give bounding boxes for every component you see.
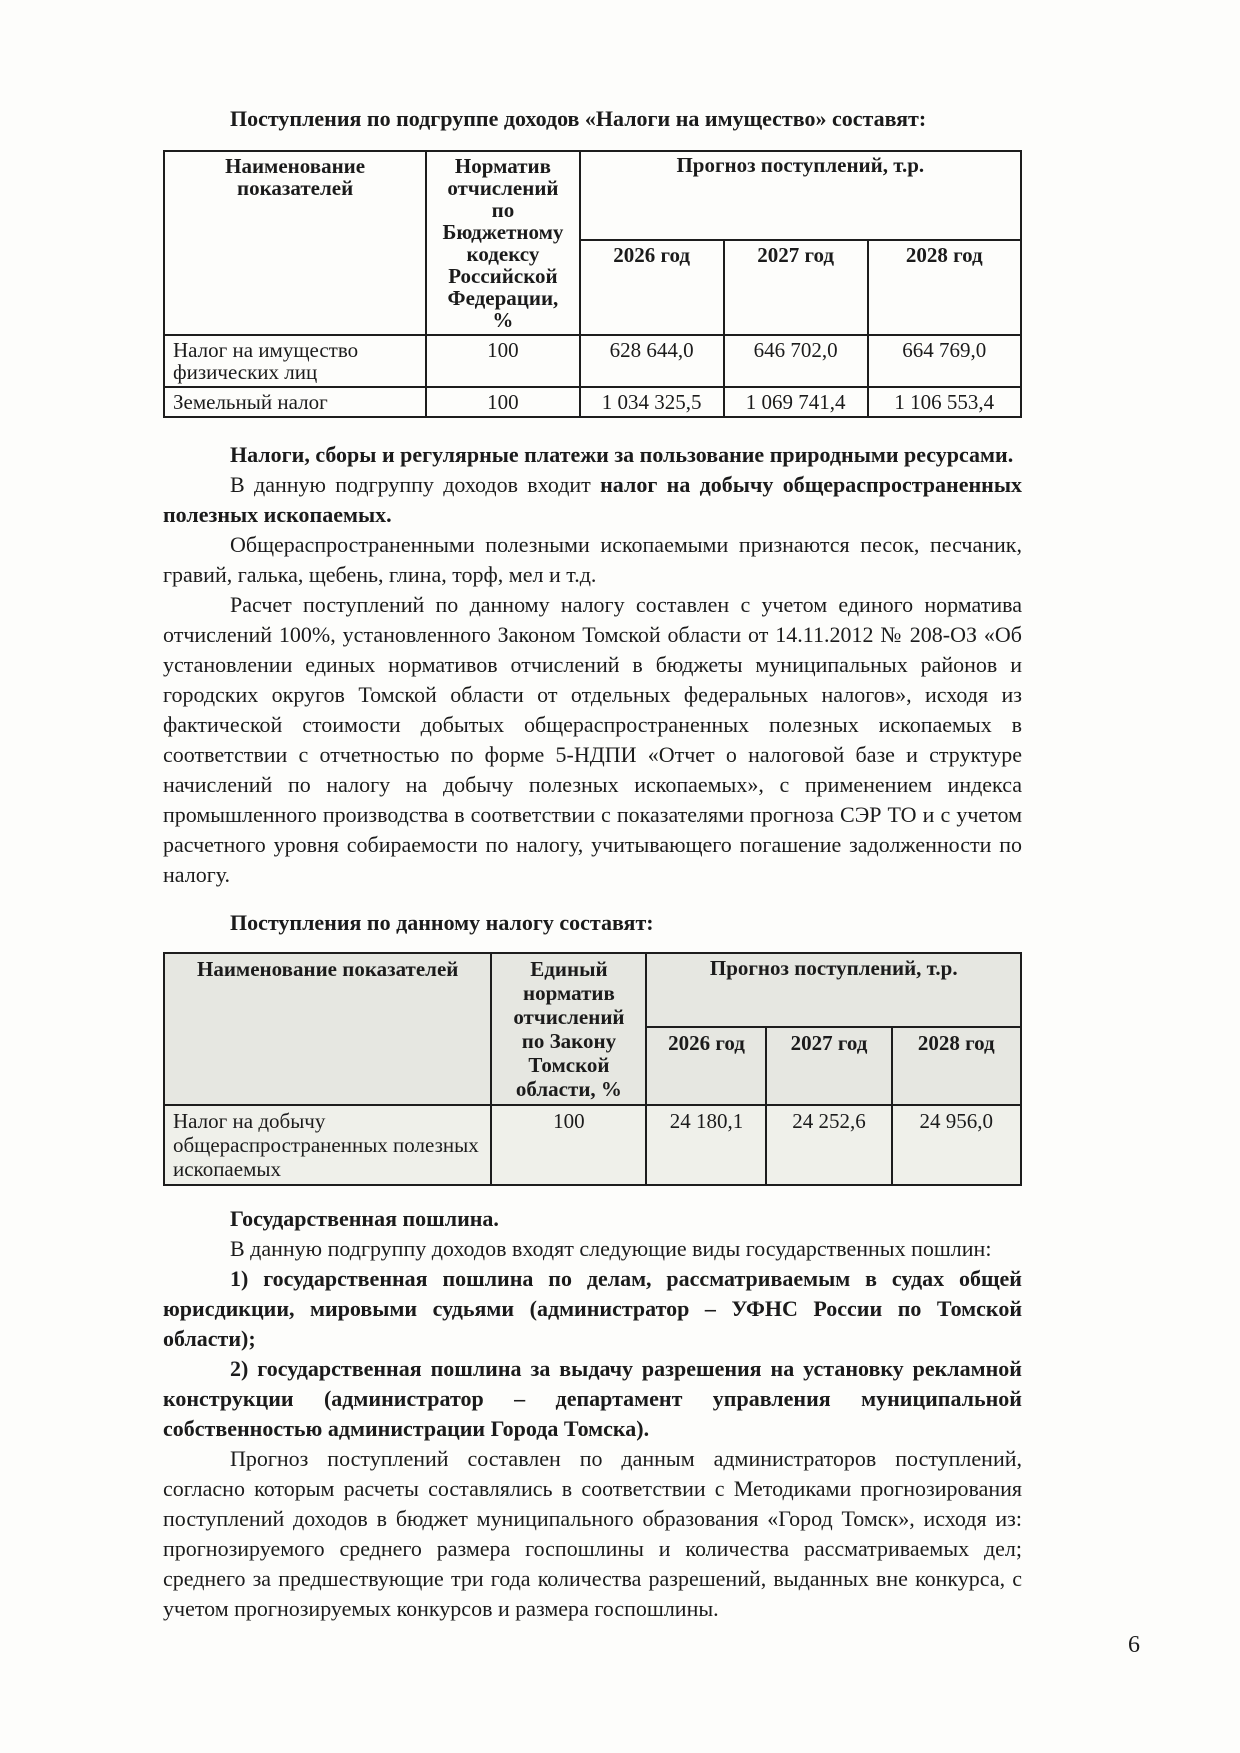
column-group-forecast: Прогноз поступлений, т.р. (580, 151, 1021, 240)
paragraph-definition: Общераспространенными полезными ископаемыми признаются песок, песчаник, гравий, галька, щебень, глина, торф, мел и т.д. (163, 532, 1022, 587)
row-value-2027: 1 069 741,4 (724, 387, 868, 417)
row-value-2026: 24 180,1 (646, 1105, 766, 1185)
table-header-row (164, 151, 1021, 240)
row-value-2028: 1 106 553,4 (868, 387, 1021, 417)
paragraph-duty-intro: В данную подгруппу доходов входят следующие виды государственных пошлин: (230, 1236, 992, 1261)
duty-list-item-2: 2) государственная пошлина за выдачу разрешения на установку рекламной конструкции (администратор – департамент управления муниципальной собственностью администрации Города Томска). (163, 1356, 1022, 1441)
paragraph-calculation: Расчет поступлений по данному налогу составлен с учетом единого норматива отчислений 100%, установленного Законом Томской области от 14.11.2012 № 208-ОЗ «Об установлении единых нормативов отчислений в бюджеты муниципальных районов и городских округов Томской области от отдельных федеральных налогов», исходя из фактической стоимости добытых общераспространенных полезных ископаемых в соответствии с отчетностью по форме 5-НДПИ «Отчет о налоговой базе и структуре начислений по налогу на добычу полезных ископаемых», с применением индекса промышленного производства в соответствии с показателями прогноза СЭР ТО и с учетом расчетного уровня собираемости по налогу, учитывающего погашение задолженности по налогу. (163, 592, 1022, 887)
year-header-2027: 2027 год (724, 240, 868, 335)
paragraph-duty-forecast: Прогноз поступлений составлен по данным администраторов поступлений, согласно которым расчеты составлялись в соответствии с Методиками прогнозирования поступлений доходов в бюджет муниципального образования «Город Томск», исходя из: прогнозируемого среднего размера госпошлины и количества рассматриваемых дел; среднего за предшествующие три года количества разрешений, выданных вне конкурса, с учетом прогнозируемых конкурсов и размера госпошлины. (163, 1446, 1022, 1621)
year-header-2026: 2026 год (580, 240, 724, 335)
year-header-2027: 2027 год (766, 1027, 891, 1105)
row-value-2028: 24 956,0 (892, 1105, 1021, 1185)
column-group-forecast: Прогноз поступлений, т.р. (646, 953, 1021, 1027)
year-header-2026: 2026 год (646, 1027, 766, 1105)
row-name: Налог на имущество физических лиц (164, 335, 426, 387)
paragraph-intro-mining-tax: В данную подгруппу доходов входит налог на добычу общераспространенных полезных ископаемых. (163, 472, 1022, 527)
mining-tax-table (163, 952, 1022, 1186)
year-header-2028: 2028 год (892, 1027, 1021, 1105)
page-number: 6 (1128, 1632, 1140, 1658)
row-value-2027: 24 252,6 (766, 1105, 891, 1185)
duty-list-item-1: 1) государственная пошлина по делам, рассматриваемым в судах общей юрисдикции, мировыми судьями (администратор – УФНС России по Томской области); (163, 1266, 1022, 1351)
natural-resources-heading: Налоги, сборы и регулярные платежи за пользование природными ресурсами. (230, 442, 1014, 467)
state-duty-heading: Государственная пошлина. (230, 1206, 499, 1231)
row-value-2026: 1 034 325,5 (580, 387, 724, 417)
row-name: Налог на добычу общераспространенных полезных ископаемых (164, 1105, 491, 1185)
row-rate: 100 (426, 335, 579, 387)
property-tax-table (163, 150, 1022, 418)
row-rate: 100 (491, 1105, 646, 1185)
row-value-2026: 628 644,0 (580, 335, 724, 387)
table-row (164, 335, 1021, 387)
column-header-name: Наименование показателей (164, 151, 426, 335)
year-header-2028: 2028 год (868, 240, 1021, 335)
row-name: Земельный налог (164, 387, 426, 417)
row-value-2027: 646 702,0 (724, 335, 868, 387)
mining-tax-table-title: Поступления по данному налогу составят: (230, 910, 654, 935)
table-row (164, 387, 1021, 417)
row-rate: 100 (426, 387, 579, 417)
column-header-rate: Норматив отчислений по Бюджетному кодексу Российской Федерации, % (426, 151, 579, 335)
table-header-row (164, 953, 1021, 1027)
table-row (164, 1105, 1021, 1185)
property-tax-table-title: Поступления по подгруппе доходов «Налоги на имущество» составят: (230, 106, 927, 131)
column-header-name: Наименование показателей (164, 953, 491, 1105)
row-value-2028: 664 769,0 (868, 335, 1021, 387)
column-header-rate: Единый норматив отчислений по Закону Томской области, % (491, 953, 646, 1105)
